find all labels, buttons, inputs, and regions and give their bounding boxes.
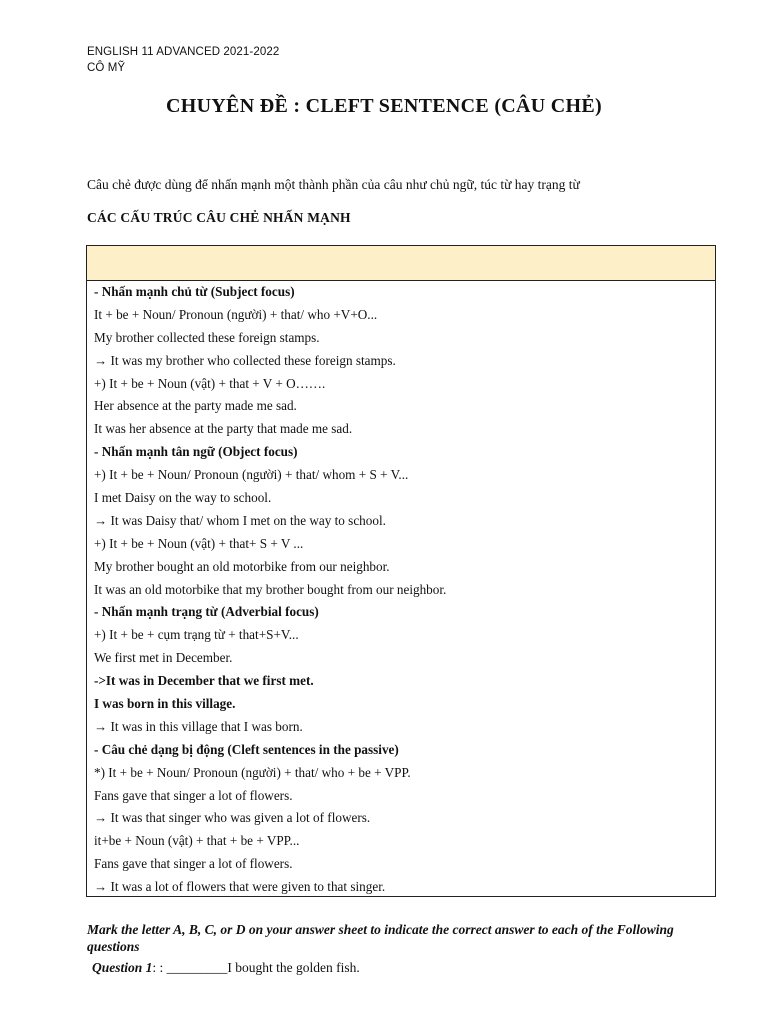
course-label: ENGLISH 11 ADVANCED 2021-2022 xyxy=(87,46,280,58)
box-line: +) It + be + Noun (vật) + that + V + O……. xyxy=(94,375,326,391)
question-label: Question 1 xyxy=(92,960,153,975)
box-line: - Nhấn mạnh chủ từ (Subject focus) xyxy=(94,284,295,299)
question-text: : : _________I bought the golden fish. xyxy=(152,960,360,975)
box-header-band xyxy=(87,246,715,281)
box-line: Fans gave that singer a lot of flowers. xyxy=(94,787,293,803)
box-line: Fans gave that singer a lot of flowers. xyxy=(94,856,293,872)
box-line: +) It + be + Noun (vật) + that+ S + V ... xyxy=(94,535,304,551)
box-line: It was an old motorbike that my brother bought from our neighbor. xyxy=(94,581,447,597)
document-header xyxy=(87,44,279,76)
intro-paragraph: Câu chẻ được dùng để nhấn mạnh một thành phần của câu như chủ ngữ, túc từ hay trạng từ xyxy=(87,177,580,192)
section-heading: CÁC CẤU TRÚC CÂU CHẺ NHẤN MẠNH xyxy=(87,210,351,225)
box-line: → It was a lot of flowers that were given to that singer. xyxy=(94,879,386,895)
box-line: - Nhấn mạnh tân ngữ (Object focus) xyxy=(94,444,298,460)
exercise-instruction: Mark the letter A, B, C, or D on your answer sheet to indicate the correct answer to each of the Following questions xyxy=(87,922,674,954)
box-line: I was born in this village. xyxy=(94,696,236,712)
box-line: +) It + be + Noun/ Pronoun (người) + that/ whom + S + V... xyxy=(94,467,409,483)
box-lines xyxy=(87,281,715,899)
box-line: I met Daisy on the way to school. xyxy=(94,490,272,506)
question-1 xyxy=(92,960,360,976)
box-line: ->It was in December that we first met. xyxy=(94,673,314,689)
box-line: Her absence at the party made me sad. xyxy=(94,398,297,414)
structures-box xyxy=(86,245,716,897)
box-line: We first met in December. xyxy=(94,650,233,666)
box-line: +) It + be + cụm trạng từ + that+S+V... xyxy=(94,627,299,643)
box-line: it+be + Noun (vật) + that + be + VPP... xyxy=(94,833,300,849)
box-line: → It was Daisy that/ whom I met on the way to school. xyxy=(94,512,386,528)
box-line: → It was that singer who was given a lot of flowers. xyxy=(94,810,371,826)
teacher-label: CÔ MỸ xyxy=(87,62,126,74)
box-line: - Câu chẻ dạng bị động (Cleft sentences in the passive) xyxy=(94,741,399,757)
box-line: My brother collected these foreign stamps. xyxy=(94,329,320,345)
box-line: My brother bought an old motorbike from our neighbor. xyxy=(94,558,390,574)
box-line: → It was my brother who collected these foreign stamps. xyxy=(94,352,396,368)
box-line: → It was in this village that I was born. xyxy=(94,718,303,734)
page-title: CHUYÊN ĐỀ : CLEFT SENTENCE (CÂU CHẺ) xyxy=(165,95,603,117)
box-line: It was her absence at the party that made me sad. xyxy=(94,421,353,437)
box-line: - Nhấn mạnh trạng từ (Adverbial focus) xyxy=(94,604,319,620)
box-line: It + be + Noun/ Pronoun (người) + that/ who +V+O... xyxy=(94,306,378,322)
box-line: *) It + be + Noun/ Pronoun (người) + that/ who + be + VPP. xyxy=(94,764,411,780)
